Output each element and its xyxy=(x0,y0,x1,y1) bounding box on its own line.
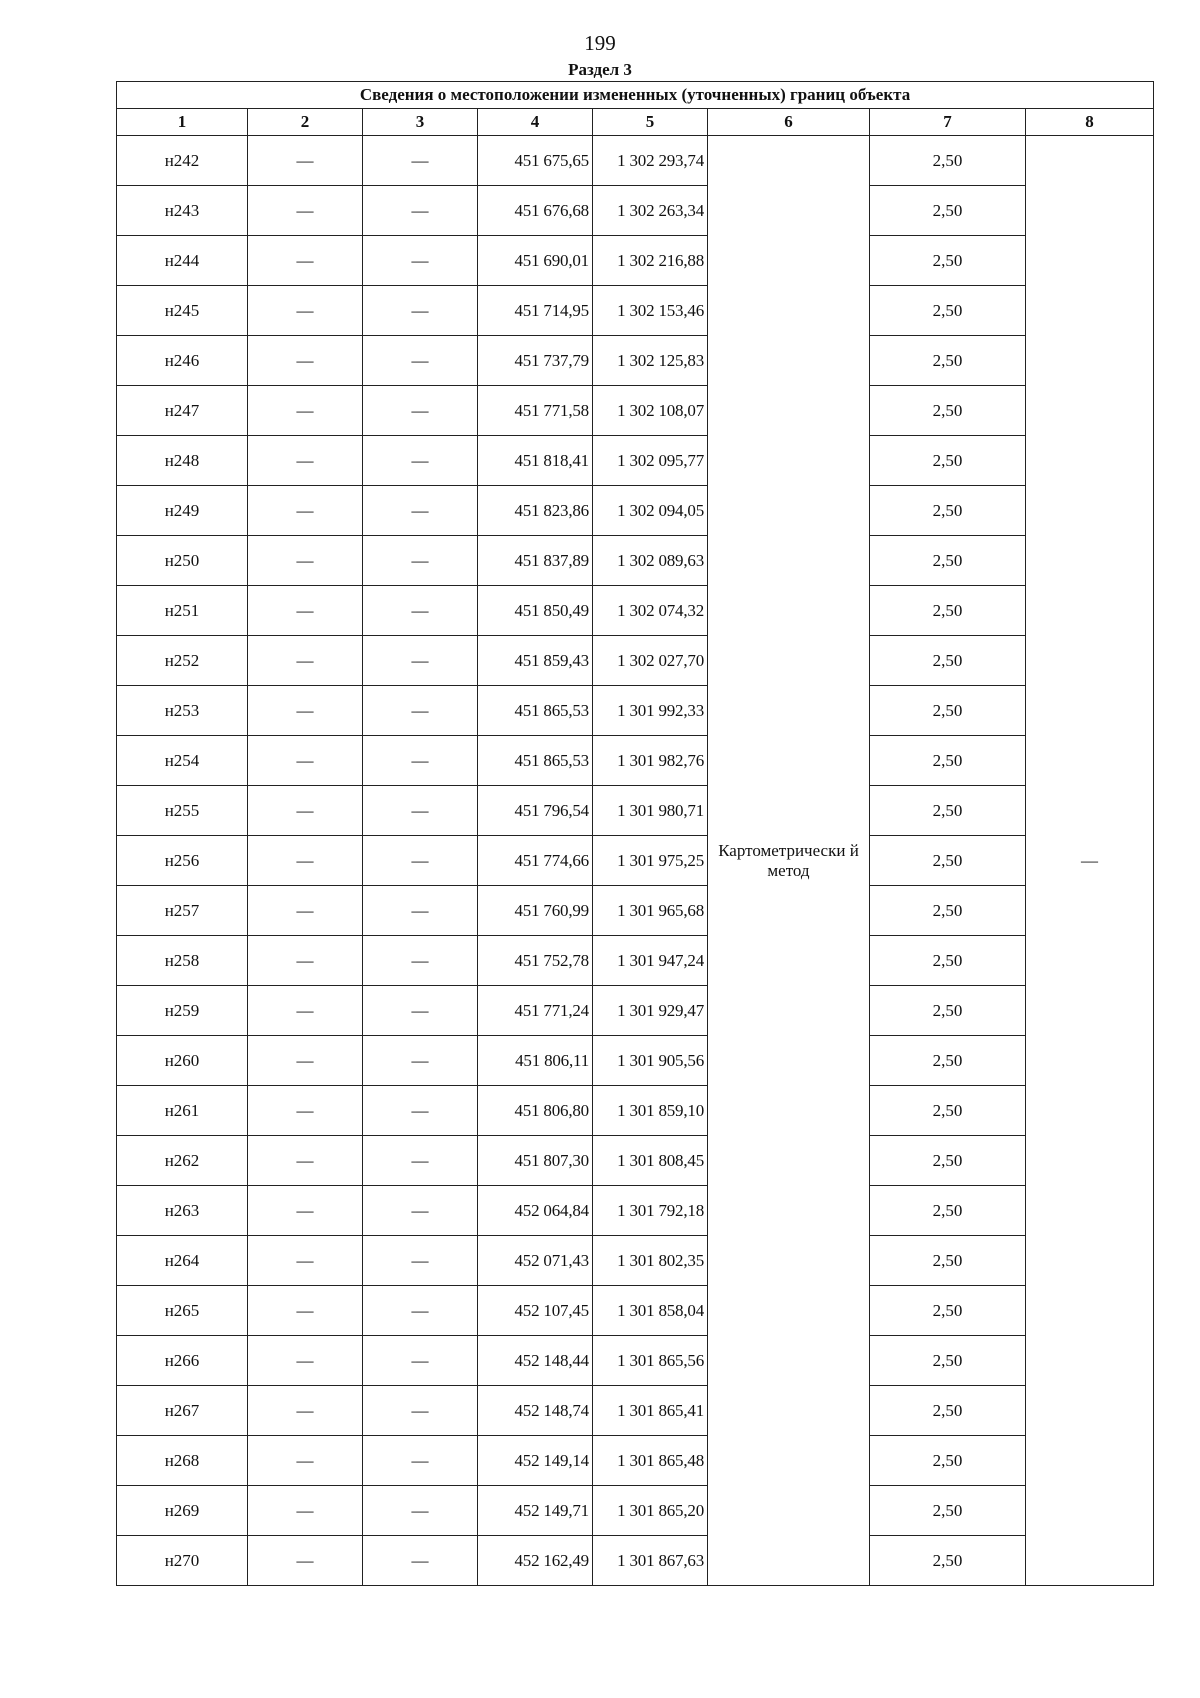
table-row xyxy=(117,136,1154,186)
x-coordinate-cell: 451 796,54 xyxy=(478,786,593,836)
col3-cell: — xyxy=(363,936,478,986)
col3-cell: — xyxy=(363,236,478,286)
col2-cell: — xyxy=(248,386,363,436)
accuracy-cell: 2,50 xyxy=(870,886,1026,936)
col3-cell: — xyxy=(363,786,478,836)
y-coordinate-cell: 1 301 858,04 xyxy=(593,1286,708,1336)
y-coordinate-cell: 1 302 216,88 xyxy=(593,236,708,286)
x-coordinate-cell: 451 837,89 xyxy=(478,536,593,586)
x-coordinate-cell: 451 823,86 xyxy=(478,486,593,536)
col2-cell: — xyxy=(248,136,363,186)
table-row xyxy=(117,1486,1154,1536)
y-coordinate-cell: 1 301 929,47 xyxy=(593,986,708,1036)
col3-cell: — xyxy=(363,1336,478,1386)
point-cell: н246 xyxy=(117,336,248,386)
x-coordinate-cell: 451 760,99 xyxy=(478,886,593,936)
point-cell: н251 xyxy=(117,586,248,636)
col2-cell: — xyxy=(248,1236,363,1286)
accuracy-cell: 2,50 xyxy=(870,1536,1026,1586)
table-row xyxy=(117,786,1154,836)
y-coordinate-cell: 1 302 125,83 xyxy=(593,336,708,386)
y-coordinate-cell: 1 301 992,33 xyxy=(593,686,708,736)
point-cell: н252 xyxy=(117,636,248,686)
y-coordinate-cell: 1 302 108,07 xyxy=(593,386,708,436)
col3-cell: — xyxy=(363,286,478,336)
y-coordinate-cell: 1 301 965,68 xyxy=(593,886,708,936)
table-row xyxy=(117,286,1154,336)
col3-cell: — xyxy=(363,186,478,236)
col2-cell: — xyxy=(248,1286,363,1336)
x-coordinate-cell: 451 865,53 xyxy=(478,686,593,736)
col2-cell: — xyxy=(248,536,363,586)
x-coordinate-cell: 451 771,24 xyxy=(478,986,593,1036)
col3-cell: — xyxy=(363,736,478,786)
x-coordinate-cell: 452 149,71 xyxy=(478,1486,593,1536)
col2-cell: — xyxy=(248,1486,363,1536)
x-coordinate-cell: 451 714,95 xyxy=(478,286,593,336)
point-cell: н258 xyxy=(117,936,248,986)
col2-cell: — xyxy=(248,636,363,686)
accuracy-cell: 2,50 xyxy=(870,1486,1026,1536)
table-row xyxy=(117,186,1154,236)
x-coordinate-cell: 451 859,43 xyxy=(478,636,593,686)
y-coordinate-cell: 1 302 263,34 xyxy=(593,186,708,236)
y-coordinate-cell: 1 301 859,10 xyxy=(593,1086,708,1136)
column-number: 5 xyxy=(593,109,708,136)
point-cell: н244 xyxy=(117,236,248,286)
x-coordinate-cell: 451 771,58 xyxy=(478,386,593,436)
col2-cell: — xyxy=(248,1386,363,1436)
col2-cell: — xyxy=(248,986,363,1036)
boundary-coordinates-table xyxy=(116,81,1154,1586)
x-coordinate-cell: 452 148,44 xyxy=(478,1336,593,1386)
column-number: 1 xyxy=(117,109,248,136)
point-cell: н261 xyxy=(117,1086,248,1136)
table-body xyxy=(117,136,1154,1586)
table-row xyxy=(117,686,1154,736)
y-coordinate-cell: 1 301 947,24 xyxy=(593,936,708,986)
col3-cell: — xyxy=(363,1386,478,1436)
point-cell: н248 xyxy=(117,436,248,486)
col3-cell: — xyxy=(363,636,478,686)
col3-cell: — xyxy=(363,1536,478,1586)
table-row xyxy=(117,1236,1154,1286)
point-cell: н255 xyxy=(117,786,248,836)
col2-cell: — xyxy=(248,686,363,736)
page-number: 199 xyxy=(584,31,616,55)
col2-cell: — xyxy=(248,1086,363,1136)
col3-cell: — xyxy=(363,1186,478,1236)
col3-cell: — xyxy=(363,536,478,586)
col3-cell: — xyxy=(363,686,478,736)
point-cell: н270 xyxy=(117,1536,248,1586)
y-coordinate-cell: 1 301 975,25 xyxy=(593,836,708,886)
column-number: 3 xyxy=(363,109,478,136)
table-row xyxy=(117,1186,1154,1236)
col3-cell: — xyxy=(363,1486,478,1536)
table-row xyxy=(117,1286,1154,1336)
col2-cell: — xyxy=(248,286,363,336)
col3-cell: — xyxy=(363,1236,478,1286)
x-coordinate-cell: 452 148,74 xyxy=(478,1386,593,1436)
point-cell: н267 xyxy=(117,1386,248,1436)
y-coordinate-cell: 1 301 865,48 xyxy=(593,1436,708,1486)
y-coordinate-cell: 1 301 808,45 xyxy=(593,1136,708,1186)
accuracy-cell: 2,50 xyxy=(870,836,1026,886)
accuracy-cell: 2,50 xyxy=(870,1436,1026,1486)
col3-cell: — xyxy=(363,1436,478,1486)
accuracy-cell: 2,50 xyxy=(870,136,1026,186)
col3-cell: — xyxy=(363,336,478,386)
x-coordinate-cell: 451 774,66 xyxy=(478,836,593,886)
section-title: Раздел 3 xyxy=(568,60,632,79)
x-coordinate-cell: 451 690,01 xyxy=(478,236,593,286)
point-cell: н249 xyxy=(117,486,248,536)
col3-cell: — xyxy=(363,586,478,636)
point-cell: н260 xyxy=(117,1036,248,1086)
col2-cell: — xyxy=(248,1536,363,1586)
x-coordinate-cell: 452 071,43 xyxy=(478,1236,593,1286)
x-coordinate-cell: 452 162,49 xyxy=(478,1536,593,1586)
col3-cell: — xyxy=(363,386,478,436)
y-coordinate-cell: 1 301 905,56 xyxy=(593,1036,708,1086)
accuracy-cell: 2,50 xyxy=(870,1286,1026,1336)
col3-cell: — xyxy=(363,886,478,936)
col2-cell: — xyxy=(248,836,363,886)
column-number: 2 xyxy=(248,109,363,136)
x-coordinate-cell: 452 107,45 xyxy=(478,1286,593,1336)
accuracy-cell: 2,50 xyxy=(870,1086,1026,1136)
col3-cell: — xyxy=(363,986,478,1036)
y-coordinate-cell: 1 301 802,35 xyxy=(593,1236,708,1286)
accuracy-cell: 2,50 xyxy=(870,986,1026,1036)
accuracy-cell: 2,50 xyxy=(870,286,1026,336)
table-row xyxy=(117,1436,1154,1486)
accuracy-cell: 2,50 xyxy=(870,636,1026,686)
point-cell: н265 xyxy=(117,1286,248,1336)
y-coordinate-cell: 1 301 792,18 xyxy=(593,1186,708,1236)
table-row xyxy=(117,1336,1154,1386)
x-coordinate-cell: 451 737,79 xyxy=(478,336,593,386)
accuracy-cell: 2,50 xyxy=(870,536,1026,586)
y-coordinate-cell: 1 302 089,63 xyxy=(593,536,708,586)
point-cell: н254 xyxy=(117,736,248,786)
x-coordinate-cell: 452 149,14 xyxy=(478,1436,593,1486)
table-caption: Сведения о местоположении измененных (уточненных) границ объекта xyxy=(117,82,1154,109)
y-coordinate-cell: 1 301 980,71 xyxy=(593,786,708,836)
table-row xyxy=(117,336,1154,386)
point-cell: н266 xyxy=(117,1336,248,1386)
accuracy-cell: 2,50 xyxy=(870,1386,1026,1436)
col2-cell: — xyxy=(248,936,363,986)
col2-cell: — xyxy=(248,486,363,536)
y-coordinate-cell: 1 301 982,76 xyxy=(593,736,708,786)
x-coordinate-cell: 451 850,49 xyxy=(478,586,593,636)
column-number: 4 xyxy=(478,109,593,136)
accuracy-cell: 2,50 xyxy=(870,1236,1026,1286)
y-coordinate-cell: 1 301 867,63 xyxy=(593,1536,708,1586)
col2-cell: — xyxy=(248,236,363,286)
col2-cell: — xyxy=(248,1136,363,1186)
col3-cell: — xyxy=(363,1086,478,1136)
table-row xyxy=(117,986,1154,1036)
table-row xyxy=(117,636,1154,686)
point-cell: н262 xyxy=(117,1136,248,1186)
point-cell: н245 xyxy=(117,286,248,336)
y-coordinate-cell: 1 302 074,32 xyxy=(593,586,708,636)
point-cell: н269 xyxy=(117,1486,248,1536)
col3-cell: — xyxy=(363,486,478,536)
point-cell: н243 xyxy=(117,186,248,236)
accuracy-cell: 2,50 xyxy=(870,236,1026,286)
col3-cell: — xyxy=(363,836,478,886)
col2-cell: — xyxy=(248,786,363,836)
col3-cell: — xyxy=(363,1136,478,1186)
method-cell: Картометрически й метод xyxy=(708,136,870,1586)
col2-cell: — xyxy=(248,1036,363,1086)
accuracy-cell: 2,50 xyxy=(870,1336,1026,1386)
table-row xyxy=(117,236,1154,286)
accuracy-cell: 2,50 xyxy=(870,586,1026,636)
col3-cell: — xyxy=(363,136,478,186)
accuracy-cell: 2,50 xyxy=(870,486,1026,536)
table-row xyxy=(117,1386,1154,1436)
accuracy-cell: 2,50 xyxy=(870,336,1026,386)
y-coordinate-cell: 1 301 865,56 xyxy=(593,1336,708,1386)
point-cell: н257 xyxy=(117,886,248,936)
x-coordinate-cell: 451 675,65 xyxy=(478,136,593,186)
point-cell: н250 xyxy=(117,536,248,586)
x-coordinate-cell: 452 064,84 xyxy=(478,1186,593,1236)
x-coordinate-cell: 451 865,53 xyxy=(478,736,593,786)
accuracy-cell: 2,50 xyxy=(870,736,1026,786)
x-coordinate-cell: 451 806,11 xyxy=(478,1036,593,1086)
accuracy-cell: 2,50 xyxy=(870,686,1026,736)
col2-cell: — xyxy=(248,186,363,236)
y-coordinate-cell: 1 301 865,41 xyxy=(593,1386,708,1436)
x-coordinate-cell: 451 752,78 xyxy=(478,936,593,986)
table-caption-row xyxy=(117,82,1154,109)
col3-cell: — xyxy=(363,436,478,486)
table-row xyxy=(117,836,1154,886)
accuracy-cell: 2,50 xyxy=(870,1036,1026,1086)
col2-cell: — xyxy=(248,736,363,786)
table-row xyxy=(117,586,1154,636)
accuracy-cell: 2,50 xyxy=(870,436,1026,486)
x-coordinate-cell: 451 806,80 xyxy=(478,1086,593,1136)
column-number: 6 xyxy=(708,109,870,136)
table-row xyxy=(117,486,1154,536)
table-row xyxy=(117,1136,1154,1186)
col8-cell: — xyxy=(1026,136,1154,1586)
point-cell: н263 xyxy=(117,1186,248,1236)
point-cell: н247 xyxy=(117,386,248,436)
col2-cell: — xyxy=(248,1186,363,1236)
col2-cell: — xyxy=(248,1336,363,1386)
table-row xyxy=(117,936,1154,986)
table-row xyxy=(117,1086,1154,1136)
table-row xyxy=(117,1536,1154,1586)
point-cell: н259 xyxy=(117,986,248,1036)
point-cell: н253 xyxy=(117,686,248,736)
y-coordinate-cell: 1 302 094,05 xyxy=(593,486,708,536)
col2-cell: — xyxy=(248,336,363,386)
y-coordinate-cell: 1 302 153,46 xyxy=(593,286,708,336)
table-row xyxy=(117,886,1154,936)
x-coordinate-cell: 451 807,30 xyxy=(478,1136,593,1186)
x-coordinate-cell: 451 818,41 xyxy=(478,436,593,486)
table-row xyxy=(117,536,1154,586)
col2-cell: — xyxy=(248,586,363,636)
col3-cell: — xyxy=(363,1286,478,1336)
accuracy-cell: 2,50 xyxy=(870,1136,1026,1186)
point-cell: н264 xyxy=(117,1236,248,1286)
column-numbers-row xyxy=(117,109,1154,136)
col2-cell: — xyxy=(248,1436,363,1486)
table-row xyxy=(117,1036,1154,1086)
y-coordinate-cell: 1 302 293,74 xyxy=(593,136,708,186)
table-row xyxy=(117,736,1154,786)
col3-cell: — xyxy=(363,1036,478,1086)
point-cell: н242 xyxy=(117,136,248,186)
x-coordinate-cell: 451 676,68 xyxy=(478,186,593,236)
accuracy-cell: 2,50 xyxy=(870,936,1026,986)
accuracy-cell: 2,50 xyxy=(870,186,1026,236)
y-coordinate-cell: 1 301 865,20 xyxy=(593,1486,708,1536)
accuracy-cell: 2,50 xyxy=(870,786,1026,836)
column-number: 7 xyxy=(870,109,1026,136)
table-row xyxy=(117,386,1154,436)
column-number: 8 xyxy=(1026,109,1154,136)
table-row xyxy=(117,436,1154,486)
point-cell: н256 xyxy=(117,836,248,886)
col2-cell: — xyxy=(248,886,363,936)
y-coordinate-cell: 1 302 027,70 xyxy=(593,636,708,686)
point-cell: н268 xyxy=(117,1436,248,1486)
y-coordinate-cell: 1 302 095,77 xyxy=(593,436,708,486)
accuracy-cell: 2,50 xyxy=(870,1186,1026,1236)
accuracy-cell: 2,50 xyxy=(870,386,1026,436)
col2-cell: — xyxy=(248,436,363,486)
